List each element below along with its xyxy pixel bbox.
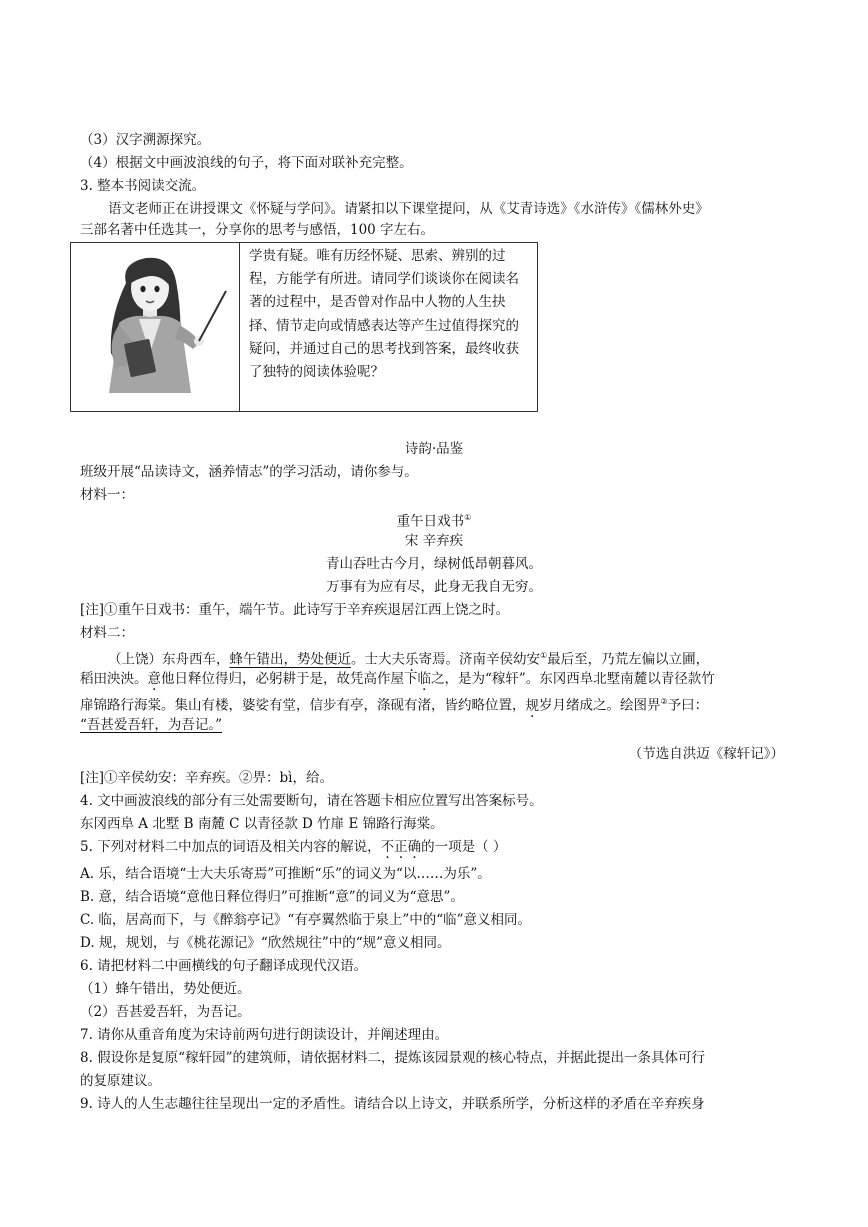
question-9: 9. 诗人的人生志趣往往呈现出一定的矛盾性。请结合以上诗文，并联系所学，分析这样的矛盾在辛弃疾身 [80, 1096, 705, 1112]
poem-line-1: 青山吞吐古今月，绿树低昂朝暮风。 [326, 556, 542, 572]
question-3-heading: 3. 整本书阅读交流。 [80, 178, 206, 194]
option-d: D. 规，规划，与《桃花源记》“欣然规往”中的“规”意义相同。 [80, 935, 451, 951]
section-intro: 班级开展“品读诗文，涵养情志”的学习活动，请你参与。 [80, 464, 418, 480]
dotted-word-le: 乐 [405, 651, 419, 668]
material-2-label: 材料二： [80, 625, 134, 641]
teacher-prompt-box [70, 242, 538, 412]
poem-title: 重午日戏书① [396, 513, 472, 530]
underlined-sentence-1: 蜂午错出，势处便近 [229, 651, 351, 668]
passage-source: （节选自洪迈《稼轩记》） [628, 746, 784, 762]
teacher-illustration [71, 243, 239, 411]
passage-line-1: （上饶）东舟西车，蜂午错出，势处便近。士大夫乐寄焉。济南辛侯幼安①最后至，乃荒左偏以立圃， [108, 651, 710, 668]
teacher-prompt-text: 学贵有疑。唯有历经怀疑、思索、辨别的过程，方能学有所进。请同学们谈谈你在阅读名著的过程中，是否曾对作品中人物的人生抉择、情节走向或情感表达等产生过值得探究的疑问，并通过自己的思考找到答案，最终收获了独特的阅读体验呢？ [249, 248, 519, 381]
dotted-word-gui: 规 [525, 697, 539, 714]
poem-line-2: 万事有为应有尽，此身无我自无穷。 [326, 579, 542, 595]
material-1-label: 材料一： [80, 487, 134, 503]
dotted-word-lin: 临 [417, 671, 431, 687]
option-b: B. 意，结合语境“意他日释位得归”可推断“意”的词义为“意思”。 [80, 889, 464, 905]
section-title: 诗韵·品鉴 [404, 441, 464, 457]
question-6-1: （1）蜂午错出，势处便近。 [80, 981, 251, 997]
dotted-word-yi: 意 [147, 671, 161, 687]
passage-line-4 [80, 715, 222, 735]
box-divider [239, 243, 240, 411]
question-8: 8. 假设你是复原“稼轩园”的建筑师，请依据材料二，提炼该园景观的核心特点，并据此提出一条具体可行 [80, 1050, 705, 1066]
question-3-prompt: 语文老师正在讲授课文《怀疑与学问》。请紧扣以下课堂提问，从《艾青诗选》《水浒传》《儒林外史》 [108, 201, 709, 217]
question-7: 7. 请你从重音角度为宋诗前两句进行朗读设计，并阐述理由。 [80, 1027, 449, 1043]
question-3-4: （4）根据文中画波浪线的句子，将下面对联补充完整。 [80, 155, 413, 171]
underlined-sentence-2: “吾甚爱吾轩，为吾记。” [80, 717, 223, 733]
question-8-cont: 的复原建议。 [80, 1073, 161, 1089]
passage-line-2: 稻田泱泱。意他日释位得归，必躬耕于是，故凭高作屋下临之，是为“稼轩”。东冈西阜北墅南麓以青径款竹 [80, 671, 715, 687]
option-c: C. 临，居高而下，与《醉翁亭记》“有亭翼然临于泉上”中的“临”意义相同。 [80, 912, 532, 928]
poem-author: 宋 辛弃疾 [404, 533, 464, 549]
note-2: [注]①辛侯幼安：辛弃疾。②畀：bì，给。 [80, 770, 333, 786]
question-5: 5. 下列对材料二中加点的词语及相关内容的解说，不正确的一项是（ ） [80, 839, 507, 855]
question-3-3: （3）汉字溯源探究。 [80, 132, 211, 148]
option-a: A. 乐，结合语境“士大夫乐寄焉”可推断“乐”的词义为“以……为乐”。 [80, 866, 491, 882]
note-1: [注]①重午日戏书：重午，端午节。此诗写于辛弃疾退居江西上饶之时。 [80, 602, 510, 618]
question-4-sentence: 东冈西阜 A 北墅 B 南麓 C 以青径款 D 竹扉 E 锦路行海棠。 [80, 816, 444, 832]
question-3-prompt-cont: 三部名著中任选其一，分享你的思考与感悟，100 字左右。 [80, 222, 435, 238]
passage-line-3: 扉锦路行海棠。集山有楼，婆娑有堂，信步有亭，涤砚有渚，皆约略位置，规岁月绪成之。绘图畀②予曰： [80, 697, 709, 714]
question-4: 4. 文中画波浪线的部分有三处需要断句，请在答题卡相应位置写出答案标号。 [80, 793, 543, 809]
question-6-2: （2）吾甚爱吾轩，为吾记。 [80, 1004, 251, 1020]
question-6: 6. 请把材料二中画横线的句子翻译成现代汉语。 [80, 958, 368, 974]
